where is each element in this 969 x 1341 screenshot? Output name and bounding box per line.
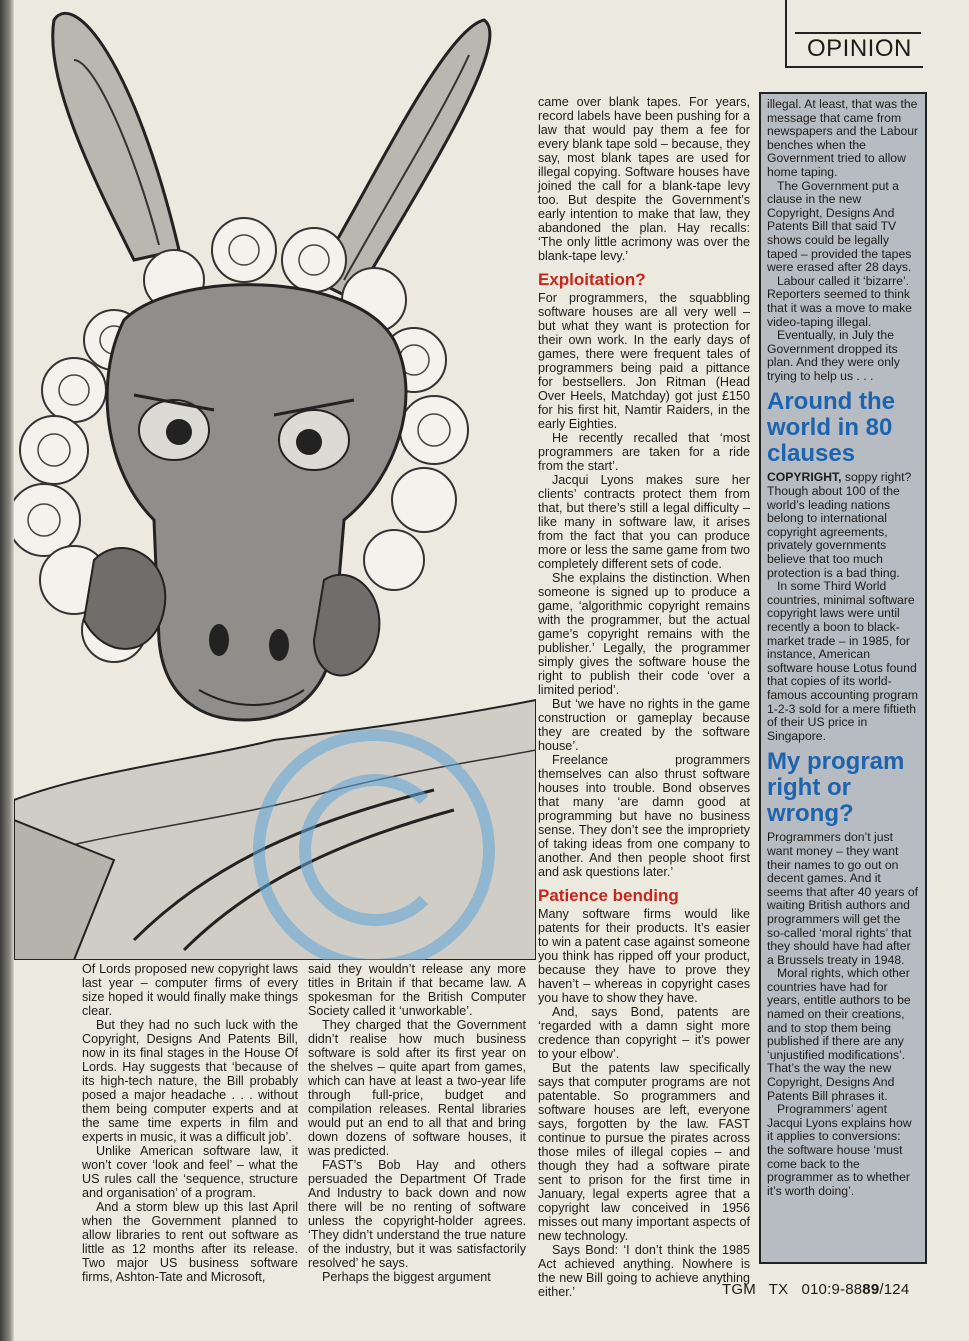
page-spine-shadow	[0, 0, 14, 1341]
sidebar-lead-word: COPYRIGHT,	[767, 470, 842, 485]
footer-page-number: 89	[862, 1281, 880, 1298]
paragraph: Perhaps the biggest argument	[322, 1270, 491, 1284]
sidebar-box	[759, 92, 927, 1264]
paragraph: FAST’s Bob Hay and others persuaded the Department Of Trade And Industry to back down and now there will be no renting of software unless the copyright-holder agrees. ‘They didn’t understand the true nature of the industry, but it was satisfactorily resolved’ he says.	[308, 1158, 526, 1270]
paragraph: But ‘we have no rights in the game construction or gameplay because they are created by the software house’.	[538, 697, 750, 753]
sidebar-text: soppy right? Though about 100 of the world’s leading nations belong to international copyright agreements, privately governments believe that too much protection is a bad thing.	[767, 470, 912, 580]
sidebar-paragraph: Eventually, in July the Government dropped its plan. And they were only trying to help us . . .	[767, 328, 900, 383]
sidebar-paragraph: Moral rights, which other countries have had for years, entitle authors to be named on their creations, and to stop them being published if there are any ‘unjustified modifications’. That’s the way the new Copyright, Designs And Patents Bill phrases it.	[767, 966, 911, 1103]
paragraph: For programmers, the squabbling software houses are all very well – but what they want is protection for their own work. In the early days of games, there were frequent tales of programmers being paid a pittance for bestsellers. Jon Ritman (Head Over Heels, Matchday) got just £150 for his first hit, Namtir Raiders, in the early Eighties.	[538, 291, 750, 431]
article-column-b	[308, 962, 526, 1284]
paragraph: But they had no such luck with the Copyright, Designs And Patents Bill, now in its final stages in the House Of Lords. Hay suggests that ‘because of its high-tech nature, the Bill probably posed a major headache . . . without them being computer experts and at the same time experts in film and experts in music, it was a difficult job’.	[82, 1018, 298, 1144]
footer-magazine: TGM	[722, 1281, 756, 1298]
paragraph: Of Lords proposed new copyright laws last year – computer firms of every size hoped it would finally make things clear.	[82, 962, 298, 1018]
paragraph: But the patents law specifically says that computer programs are not patentable. So programmers and software houses are left, everyone says, forgotten by the law. FAST continue to pursue the pirates across those miles of illegal copies – and though they had a software pirate sent to prison for the first time in January, legal experts agree that a copyright law conceived in 1956 misses out many important aspects of new technology.	[538, 1061, 750, 1243]
paragraph: Freelance programmers themselves can also thrust software houses into trouble. Bond observes that many ‘are damn good at programming but have no business sense. They don’t see the impropriety of taking ideas from one company to another. And then people shoot first and ask questions later.’	[538, 753, 750, 879]
paragraph: And, says Bond, patents are ‘regarded with a damn sight more credence than copyright – it’s power to your elbow’.	[538, 1005, 750, 1061]
paragraph: She explains the distinction. When someone is signed up to produce a game, ‘algorithmic copyright remains with the programmer, but the actual game’s copyright remains with the publisher.’ Legally, the programmer simply gives the software house the right to publish their code ‘over a limited period’.	[538, 571, 750, 697]
footer-page-total: /124	[879, 1281, 910, 1298]
footer-issue: 010:9-88	[801, 1281, 863, 1298]
sidebar-heading-my-program: My program right or wrong?	[767, 748, 905, 828]
paragraph: said they wouldn’t release any more titles in Britain if that became law. A spokesman for the British Computer Society called it ‘unworkable’.	[308, 962, 526, 1018]
paragraph: Many software firms would like patents for their products. It’s easier to win a patent case against someone you think has ripped off your product, because they have to prove they haven’t – whereas in copyright cases you have to show they have.	[538, 907, 750, 1005]
paragraph: They charged that the Government didn’t realise how much business software is sold after its first year on the shelves – quite apart from games, which can have at least a two-year life through full-price, budget and compilation releases. Rental libraries would put an end to all that and bring down dozens of software houses, it was predicted.	[308, 1018, 526, 1158]
illustration-svg	[14, 0, 536, 960]
sidebar-paragraph: In some Third World countries, minimal software copyright laws were until recently a boon to black-market trade – in 1985, for instance, American software house Lotus found that copies of its world-famous accounting program 1-2-3 sold for a mere fiftieth of their US price in Singapore.	[767, 579, 919, 743]
paragraph: Says Bond: ‘I don’t think the 1985 Act achieved anything. Nowhere is the new Bill going to achieve anything either.’	[538, 1243, 750, 1299]
sidebar-paragraph: Programmers’ agent Jacqui Lyons explains how it applies to conversions: the software house ‘must come back to the programmer as to whether it’s worth doing’.	[767, 1102, 912, 1198]
section-label: OPINION	[795, 32, 921, 62]
page-footer	[722, 1281, 932, 1298]
paragraph: He recently recalled that ‘most programmers are taken for a ride from the start’.	[538, 431, 750, 473]
subheading-exploitation: Exploitation?	[538, 270, 646, 289]
paragraph: And a storm blew up this last April when the Government planned to allow libraries to rent out software as little as 12 months after its release. Two major US business software firms, Ashton-Tate and Microsoft,	[82, 1200, 298, 1284]
sidebar-paragraph: illegal. At least, that was the message that came from newspapers and the Labour benches when the Government tried to allow home taping.	[767, 97, 919, 179]
sidebar-paragraph: Labour called it ‘bizarre’. Reporters seemed to think that it was a move to make video-taping illegal.	[767, 273, 912, 329]
sidebar-heading-around-the-world: Around the world in 80 clauses	[767, 388, 895, 468]
donkey-judge-illustration	[14, 0, 536, 960]
article-column-a	[82, 962, 298, 1284]
paragraph: came over blank tapes. For years, record labels have been pushing for a law that would pay them a fee for every blank tape sold – because, they say, most blank tapes are used for illegal copying. Software houses have joined the call for a blank-tape levy too. But despite the Government’s early intention to make that law, they abandoned the plan. Hay recalls: ‘The only little acrimony was over the blank-tape levy.’	[538, 95, 750, 263]
article-column-c	[538, 95, 750, 1299]
sidebar-paragraph: Programmers don’t just want money – they want their names to go out on decent games. And it seems that after 40 years of waiting British authors and programmers will get the so-called ‘moral rights’ that they should have had after a Brussels treaty in 1948.	[767, 830, 919, 967]
paragraph: Unlike American software law, it won’t cover ‘look and feel’ – what the US rules call the ‘sequence, structure and organisation’ of a program.	[82, 1144, 298, 1200]
sidebar-paragraph: The Government put a clause in the new Copyright, Designs And Patents Bill that said TV shows could be legally taped – provided the tapes were erased after 28 days.	[767, 178, 912, 275]
sidebar-paragraph	[767, 471, 919, 580]
footer-tx: TX	[768, 1281, 789, 1298]
subheading-patience-bending: Patience bending	[538, 886, 679, 905]
paragraph: Jacqui Lyons makes sure her clients’ contracts protect them from that, but there’s still a legal difficulty – like many in software law, it arises from the fact that you can produce more or less the same game from two completely different sets of code.	[538, 473, 750, 571]
